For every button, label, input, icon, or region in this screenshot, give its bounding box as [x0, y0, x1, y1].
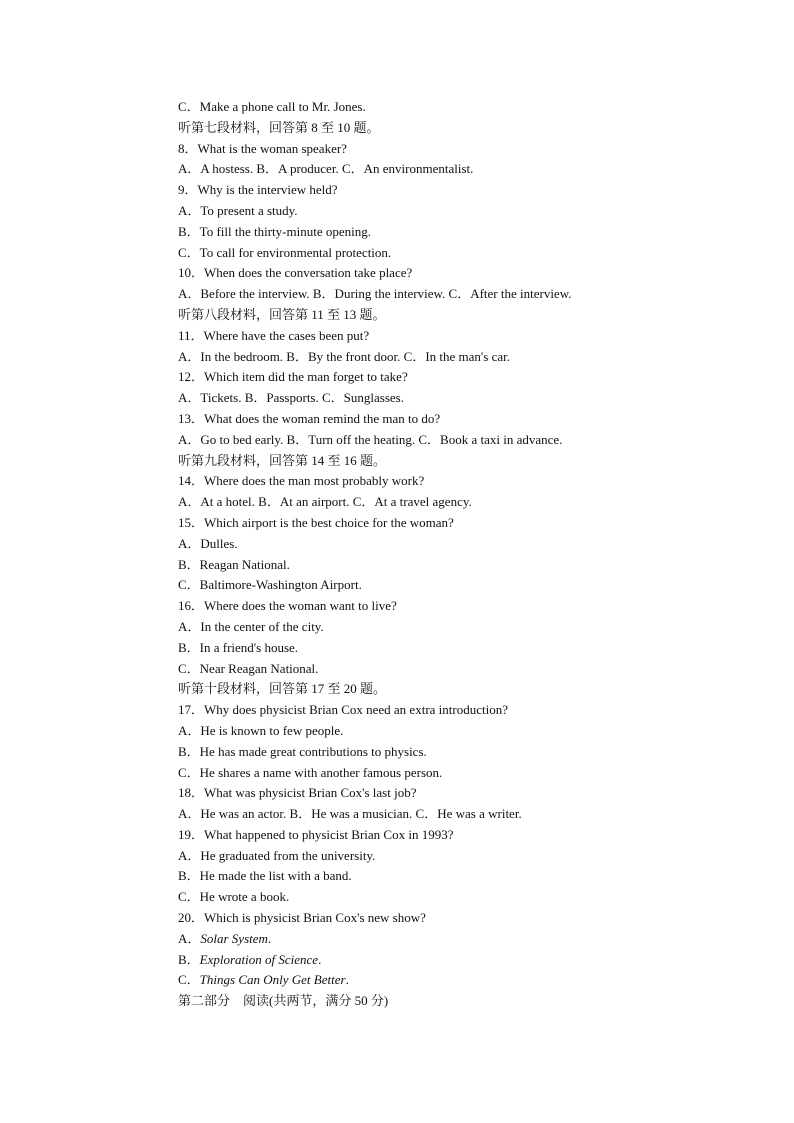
option-suffix: .: [345, 972, 349, 988]
text-line: C．To call for environmental protection.: [178, 244, 392, 260]
option-suffix: .: [318, 951, 322, 967]
text-line: A．Tickets. B．Passports. C．Sunglasses.: [178, 390, 404, 406]
option-letter: B．: [178, 951, 200, 967]
option-suffix: .: [267, 930, 272, 946]
text-line: C．Make a phone call to Mr. Jones.: [178, 99, 366, 114]
text-line: C．Baltimore-Washington Airport.: [178, 577, 362, 593]
text-line: A．He was an actor. B．He was a musician. C．He was a writer.: [178, 806, 522, 822]
text-line: A．Dulles.: [178, 535, 238, 551]
text-line: A．He graduated from the university.: [178, 847, 376, 863]
text-line: 16．Where does the woman want to live?: [178, 598, 397, 614]
show-title: Exploration of Science: [199, 951, 319, 967]
show-title: Solar System: [200, 930, 268, 946]
question-lines: [178, 97, 648, 929]
text-line: 14．Where does the man most probably work?: [178, 473, 425, 489]
text-line: 9．Why is the interview held?: [178, 182, 338, 198]
text-line: B．To fill the thirty-minute opening.: [178, 223, 371, 239]
text-line: C．Near Reagan National.: [178, 660, 319, 676]
text-line: A．At a hotel. B．At an airport. C．At a travel agency.: [178, 494, 472, 510]
text-line: 12．Which item did the man forget to take?: [178, 369, 408, 385]
text-line: A．In the bedroom. B．By the front door. C．In the man's car.: [178, 348, 510, 364]
q20-option-c: [178, 970, 648, 991]
text-line: A．Before the interview. B．During the interview. C．After the interview.: [178, 286, 572, 302]
text-line: 13．What does the woman remind the man to do?: [178, 410, 441, 426]
text-line: 20．Which is physicist Brian Cox's new show?: [178, 910, 426, 926]
text-line: A．In the center of the city.: [178, 618, 324, 634]
text-line: A．He is known to few people.: [178, 722, 344, 738]
option-letter: A．: [178, 930, 201, 946]
text-line: B．Reagan National.: [178, 556, 290, 572]
text-line: C．He shares a name with another famous person.: [178, 764, 443, 780]
text-line: 17．Why does physicist Brian Cox need an extra introduction?: [178, 702, 508, 718]
text-line: 15．Which airport is the best choice for the woman?: [178, 514, 454, 530]
text-line: 听第七段材料，回答第 8 至 10 题。: [178, 119, 380, 135]
text-line: B．In a friend's house.: [178, 639, 299, 655]
show-title: Things Can Only Get Better: [199, 972, 346, 988]
text-line: A．A hostess. B．A producer. C．An environmentalist.: [178, 161, 474, 177]
text-line: B．He made the list with a band.: [178, 868, 352, 884]
text-line: 10．When does the conversation take place?: [178, 265, 413, 281]
q20-option-a: [178, 929, 648, 950]
text-line: A．To present a study.: [178, 202, 298, 218]
q20-option-b: [178, 950, 648, 971]
text-line: 11．Where have the cases been put?: [178, 327, 370, 343]
document-page: [178, 97, 648, 1012]
text-line: 18．What was physicist Brian Cox's last job?: [178, 785, 417, 801]
text-line: 听第九段材料，回答第 14 至 16 题。: [178, 452, 387, 468]
text-line: C．He wrote a book.: [178, 889, 290, 905]
text-line: B．He has made great contributions to physics.: [178, 743, 427, 759]
text-line: A．Go to bed early. B．Turn off the heating. C．Book a taxi in advance.: [178, 431, 563, 447]
text-line: 19．What happened to physicist Brian Cox in 1993?: [178, 826, 454, 842]
option-letter: C．: [178, 972, 200, 988]
text-line: 听第八段材料，回答第 11 至 13 题。: [178, 306, 386, 322]
text-line: 听第十段材料，回答第 17 至 20 题。: [178, 681, 387, 697]
section-heading: 第二部分 阅读(共两节，满分 50 分): [178, 993, 389, 1009]
text-line: 8．What is the woman speaker?: [178, 140, 347, 156]
